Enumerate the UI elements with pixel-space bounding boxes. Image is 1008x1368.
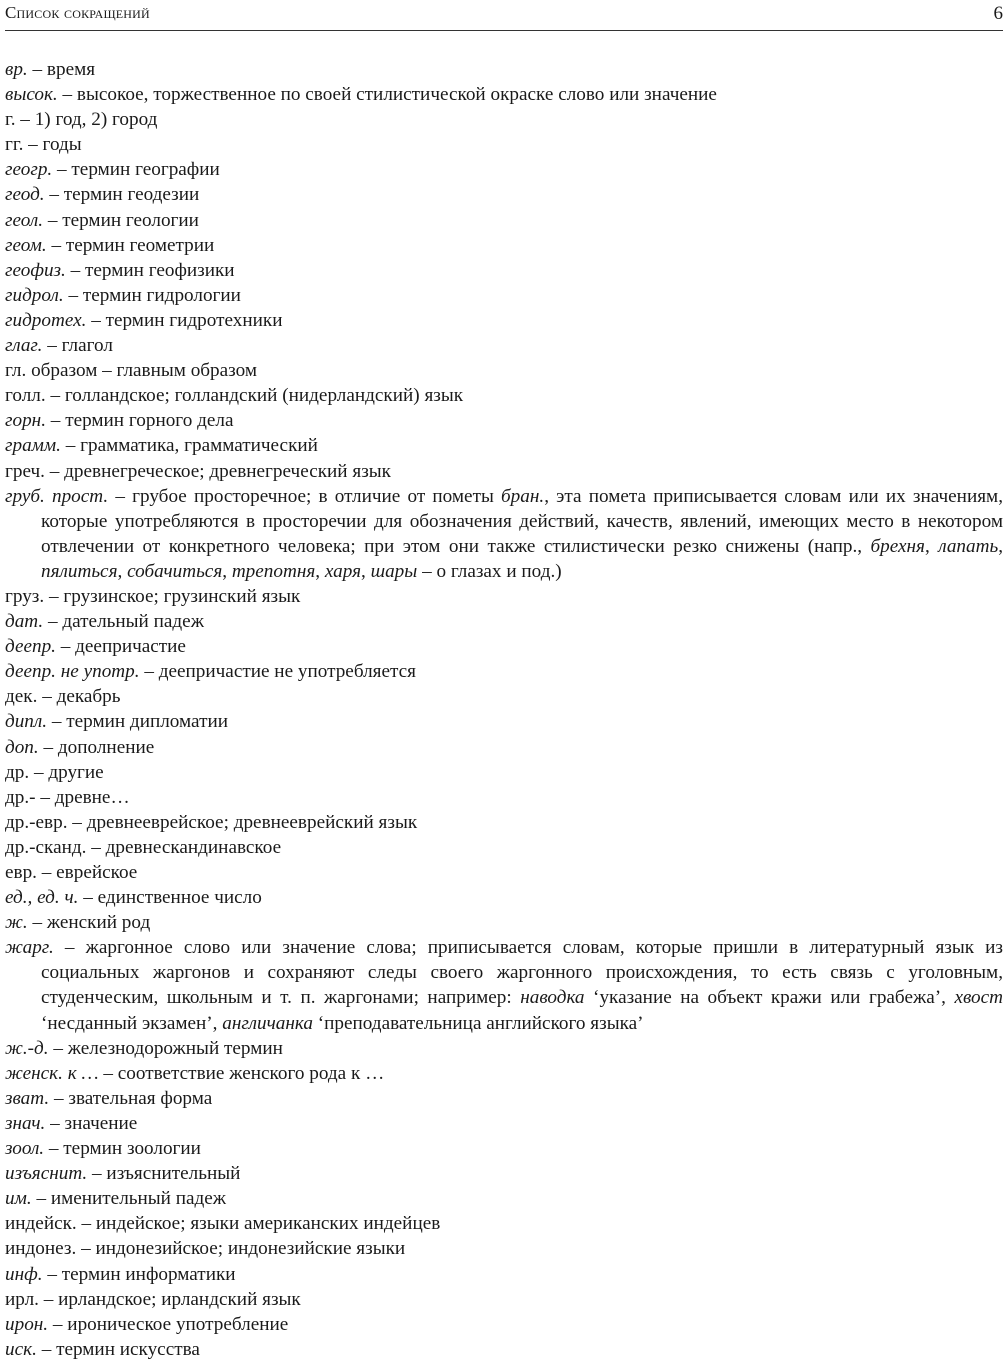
- entry-text: др.-евр. – древнееврейское; древнееврейский язык: [5, 811, 418, 833]
- abbreviation-term-italic: харя: [324, 560, 361, 582]
- abbreviation-term-italic: инф.: [5, 1263, 43, 1285]
- entry-text: – термин геометрии: [46, 234, 215, 256]
- abbreviation-entry: [5, 1337, 1003, 1362]
- abbreviation-term-italic: деепр.: [5, 636, 56, 658]
- entry-text: гл. образом – главным образом: [5, 360, 258, 382]
- entry-text: – соответствие женского рода к …: [98, 1062, 385, 1084]
- running-header: [5, 0, 1003, 31]
- entry-text: – жаргонное слово или значение слова; приписывается словам, которые пришли в литературный язык из социальных жаргонов и сохраняют следы своего жаргонного происхождения, то есть связь с уголовным, студенческим, школьным и т. п. жаргонами; например:: [41, 937, 1003, 1009]
- entry-text: – звательная форма: [49, 1087, 213, 1109]
- abbreviation-term-italic: шары: [370, 560, 418, 582]
- abbreviation-entry: [5, 1186, 1003, 1211]
- abbreviation-entry: [5, 308, 1003, 333]
- abbreviation-entry: [5, 584, 1003, 609]
- entry-text: ,: [315, 560, 325, 582]
- abbreviation-term-italic: им.: [5, 1188, 32, 1210]
- entry-text: др.- – древне…: [5, 786, 130, 808]
- abbreviation-entry: [5, 258, 1003, 283]
- entry-text: – о глазах и под.): [417, 560, 562, 582]
- abbreviation-term-italic: геом.: [5, 234, 47, 256]
- entry-text: евр. – еврейское: [5, 862, 138, 883]
- entry-text: гг. – годы: [5, 134, 82, 156]
- entry-text: ,: [222, 560, 232, 582]
- abbreviation-entry: [5, 1287, 1003, 1312]
- abbreviation-term-italic: геол.: [5, 209, 44, 231]
- abbreviation-entry: [5, 835, 1003, 860]
- abbreviation-entry: [5, 82, 1003, 107]
- abbreviation-entry: [5, 1312, 1003, 1337]
- abbreviation-term-italic: изъяснит.: [5, 1163, 88, 1185]
- abbreviation-entry: [5, 910, 1003, 935]
- entry-text: – грамматика, грамматический: [60, 435, 318, 457]
- entry-text: – деепричастие: [55, 636, 186, 658]
- abbreviation-entry: [5, 885, 1003, 910]
- entry-text: – единственное число: [78, 887, 262, 909]
- abbreviation-entry: [5, 283, 1003, 308]
- entry-text: дек. – декабрь: [5, 686, 121, 708]
- abbreviation-term-italic: груб. прост.: [5, 485, 109, 507]
- abbreviation-entry: [5, 157, 1003, 182]
- entry-text: – дополнение: [38, 736, 155, 758]
- entry-text: – термин горного дела: [46, 410, 234, 432]
- abbreviation-term-italic: ж.: [5, 912, 28, 934]
- entry-text: ,: [998, 535, 1003, 557]
- abbreviation-term-italic: зоол.: [5, 1138, 45, 1160]
- abbreviation-entry: [5, 1161, 1003, 1186]
- entry-text: греч. – древнегреческое; древнегреческий язык: [5, 460, 391, 482]
- entry-text: – именительный падеж: [31, 1188, 227, 1210]
- entry-text: – значение: [45, 1112, 138, 1134]
- abbreviation-term-italic: гидротех.: [5, 309, 87, 331]
- abbreviation-entry: [5, 1111, 1003, 1136]
- abbreviation-entry: [5, 760, 1003, 785]
- abbreviation-term-italic: иск.: [5, 1338, 37, 1360]
- abbreviation-term-italic: гидрол.: [5, 284, 64, 306]
- entry-text: индейск. – индейское; языки американских индейцев: [5, 1213, 441, 1235]
- entry-text: – термин гидротехники: [86, 309, 283, 331]
- abbreviation-term-italic: геод.: [5, 184, 45, 206]
- abbreviation-entry: [5, 1136, 1003, 1161]
- entry-text: ,: [924, 535, 939, 557]
- abbreviation-term-italic: знач.: [5, 1112, 46, 1134]
- abbreviation-term-italic: жарг.: [5, 937, 54, 959]
- abbreviation-term-italic: собачиться: [127, 560, 223, 582]
- abbreviation-term-italic: грамм.: [5, 435, 61, 457]
- abbreviation-entry: [5, 659, 1003, 684]
- abbreviation-term-italic: геофиз.: [5, 259, 66, 281]
- entry-text: – термин зоологии: [44, 1138, 201, 1160]
- entry-text: – термин географии: [52, 159, 220, 181]
- abbreviation-term-italic: ж.-д.: [5, 1037, 49, 1059]
- abbreviation-term-italic: наводка: [520, 987, 585, 1009]
- entry-text: – высокое, торжественное по своей стилистической окраске слово или значение: [57, 84, 717, 106]
- abbreviation-term-italic: ирон.: [5, 1313, 49, 1335]
- abbreviation-entry: [5, 57, 1003, 82]
- abbreviation-entry: [5, 182, 1003, 207]
- abbreviation-term-italic: трепотня: [231, 560, 316, 582]
- abbreviation-entry: [5, 132, 1003, 157]
- abbreviation-entry: [5, 433, 1003, 458]
- abbreviation-term-italic: англичанка: [222, 1012, 313, 1034]
- entry-text: – железнодорожный термин: [48, 1037, 283, 1059]
- abbreviation-entry: [5, 810, 1003, 835]
- entry-text: – грубое просторечное; в отличие от пометы: [108, 485, 502, 507]
- abbreviation-entry: [5, 935, 1003, 1035]
- abbreviation-entry: [5, 484, 1003, 584]
- abbreviation-entry: [5, 709, 1003, 734]
- abbreviation-entry: [5, 383, 1003, 408]
- entry-text: г. – 1) год, 2) город: [5, 109, 158, 131]
- abbreviation-entry: [5, 1036, 1003, 1061]
- abbreviation-entry: [5, 107, 1003, 132]
- entry-text: – термин геофизики: [65, 259, 235, 281]
- entry-text: – термин геодезии: [44, 184, 200, 206]
- entry-text: – ироническое употребление: [48, 1313, 289, 1335]
- abbreviation-term-italic: деепр. не употр.: [5, 661, 140, 683]
- abbreviation-entry: [5, 208, 1003, 233]
- entry-text: – глагол: [42, 335, 113, 357]
- abbreviation-list: [5, 57, 1003, 1362]
- abbreviation-entry: [5, 785, 1003, 810]
- abbreviation-entry: [5, 1061, 1003, 1086]
- abbreviation-entry: [5, 1236, 1003, 1261]
- abbreviation-term-italic: зват.: [5, 1087, 50, 1109]
- entry-text: др. – другие: [5, 761, 104, 783]
- entry-text: ‘преподавательница английского языка’: [312, 1012, 644, 1034]
- abbreviation-entry: [5, 1086, 1003, 1111]
- abbreviation-entry: [5, 1211, 1003, 1236]
- abbreviation-term-italic: хвост: [954, 987, 1003, 1009]
- abbreviation-entry: [5, 634, 1003, 659]
- entry-text: – термин геологии: [43, 209, 199, 231]
- entry-text: ирл. – ирландское; ирландский язык: [5, 1288, 301, 1310]
- abbreviation-term-italic: лапать: [938, 535, 999, 557]
- page-number: 6: [993, 3, 1003, 24]
- abbreviation-entry: [5, 735, 1003, 760]
- abbreviation-entry: [5, 233, 1003, 258]
- header-title: Список сокращений: [5, 3, 150, 22]
- abbreviation-term-italic: глаг.: [5, 335, 43, 357]
- abbreviation-term-italic: горн.: [5, 410, 46, 432]
- abbreviation-term-italic: дат.: [5, 611, 44, 633]
- abbreviation-term-italic: дипл.: [5, 711, 48, 733]
- abbreviation-entry: [5, 860, 1003, 885]
- entry-text: индонез. – индонезийское; индонезийские языки: [5, 1238, 406, 1260]
- abbreviation-term-italic: брехня: [870, 535, 925, 557]
- entry-text: – термин информатики: [42, 1263, 236, 1285]
- abbreviation-term-italic: женск. к …: [5, 1062, 99, 1084]
- abbreviation-entry: [5, 684, 1003, 709]
- entry-text: – изъяснительный: [87, 1163, 241, 1185]
- entry-text: ‘несданный экзамен’,: [41, 1012, 223, 1034]
- entry-text: ,: [117, 560, 128, 582]
- entry-text: др.-сканд. – древнескандинавское: [5, 836, 282, 858]
- abbreviation-term-italic: геогр.: [5, 159, 53, 181]
- abbreviation-term-italic: бран.: [501, 485, 545, 507]
- entry-text: груз. – грузинское; грузинский язык: [5, 585, 301, 607]
- entry-text: голл. – голландское; голландский (нидерландский) язык: [5, 385, 464, 407]
- entry-text: – термин гидрологии: [63, 284, 241, 306]
- abbreviation-term-italic: пялиться: [41, 560, 118, 582]
- entry-text: ‘указание на объект кражи или грабежа’,: [584, 987, 955, 1009]
- abbreviation-entry: [5, 333, 1003, 358]
- entry-text: – термин искусства: [36, 1338, 200, 1360]
- abbreviation-entry: [5, 1262, 1003, 1287]
- abbreviation-term-italic: вр.: [5, 59, 28, 80]
- abbreviation-entry: [5, 358, 1003, 383]
- abbreviation-term-italic: доп.: [5, 736, 39, 758]
- abbreviation-term-italic: ед., ед. ч.: [5, 887, 79, 909]
- abbreviation-entry: [5, 609, 1003, 634]
- abbreviation-entry: [5, 408, 1003, 433]
- entry-text: – дательный падеж: [43, 611, 204, 633]
- abbreviation-term-italic: высок.: [5, 84, 58, 106]
- entry-text: – время: [27, 59, 96, 80]
- abbreviation-entry: [5, 459, 1003, 484]
- entry-text: , эта помета приписывается словам или их значениям, которые употребляются в просторечии для обозначения действий, качеств, явлений, имеющих место в некотором отвлечении от конкретного человека; при этом они также стилистически резко снижены (напр.,: [41, 485, 1003, 557]
- entry-text: ,: [361, 560, 371, 582]
- entry-text: – женский род: [27, 912, 151, 934]
- entry-text: – термин дипломатии: [47, 711, 228, 733]
- entry-text: – деепричастие не употребляется: [139, 661, 416, 683]
